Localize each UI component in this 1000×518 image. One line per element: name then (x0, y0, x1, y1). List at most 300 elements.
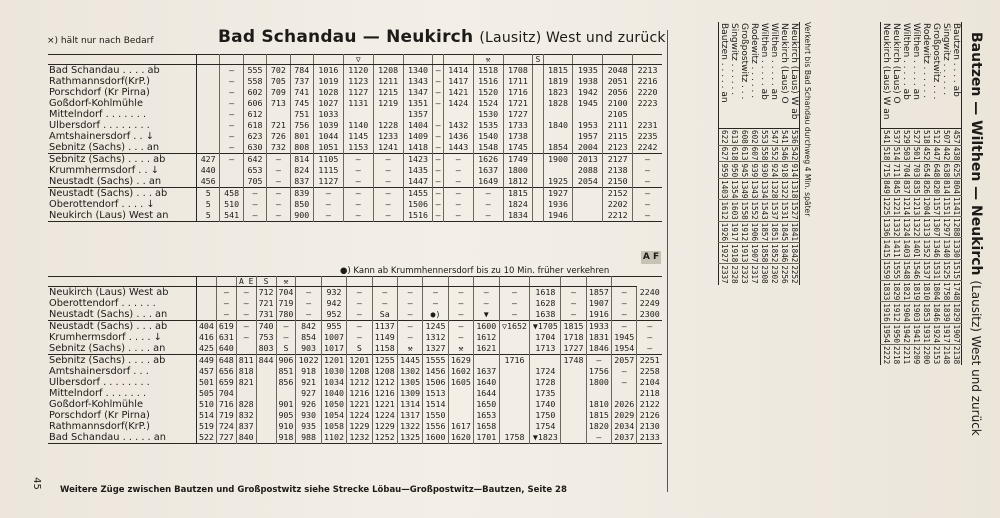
time-cell: 930 (760, 163, 769, 178)
time-cell: 1131 (343, 98, 373, 109)
time-cell: 2026 (612, 399, 637, 410)
time-cell: 1748 (561, 355, 586, 367)
time-cell: 930 (296, 410, 321, 421)
header-cell (290, 55, 313, 65)
right-page (667, 2, 990, 502)
time-cell: 514 (197, 410, 217, 421)
time-cell: 1748 (952, 282, 961, 301)
time-cell: 1221 (892, 196, 901, 216)
time-cell: 447 (932, 146, 941, 161)
time-cell: 1514 (423, 399, 448, 410)
time-cell: 457 (952, 130, 961, 144)
station-name: Bautzen . . . . . an (719, 22, 730, 129)
time-cell: — (433, 76, 443, 87)
time-cell: — (443, 165, 473, 176)
time-cell: 856 (276, 377, 296, 388)
time-cell: 522 (197, 432, 217, 444)
time-cell: 942 (321, 298, 346, 309)
time-cell: 2218 (892, 345, 901, 365)
time-cell: 724 (216, 421, 236, 432)
time-cell: 440 (197, 165, 220, 176)
table-row (48, 298, 662, 309)
table-row (881, 22, 892, 365)
time-cell: — (236, 332, 256, 343)
table-row (729, 22, 739, 285)
time-cell: 849 (882, 180, 891, 194)
time-cell: — (243, 210, 266, 222)
time-cell: 2242 (633, 142, 662, 154)
header-cell (474, 277, 499, 287)
time-cell: — (499, 298, 530, 309)
time-cell: 1343 (750, 180, 759, 199)
time-cell: 918 (276, 432, 296, 444)
time-cell: — (499, 287, 530, 299)
timetable-outbound (48, 54, 662, 222)
time-cell: 1820 (586, 421, 611, 432)
time-cell: — (373, 165, 403, 176)
time-cell: 537 (892, 130, 901, 144)
time-cell: 1531 (780, 201, 789, 220)
time-cell: 2302 (770, 265, 779, 284)
time-cell: 1340 (942, 239, 951, 258)
time-cell (197, 131, 220, 142)
time-cell: 818 (236, 366, 256, 377)
time-cell: — (373, 210, 403, 222)
time-cell: 2127 (603, 154, 633, 166)
time-cell (561, 377, 586, 388)
time-cell: 905 (276, 410, 296, 421)
af-label: A F (642, 252, 660, 262)
header-cell: A E (236, 277, 256, 287)
time-cell (256, 432, 276, 444)
header-cell (573, 55, 603, 65)
time-cell: 606 (243, 98, 266, 109)
time-cell: 1212 (347, 377, 372, 388)
time-cell: 607 (750, 146, 759, 161)
table-row (48, 421, 662, 432)
time-cell: 837 (290, 176, 313, 188)
time-cell: 851 (276, 366, 296, 377)
time-cell (533, 142, 543, 154)
right-note: Verkehrt bis Bad Schandau durchweg 4 Min. später (803, 22, 812, 217)
time-cell: 1756 (586, 366, 611, 377)
time-cell: 1436 (443, 131, 473, 142)
time-cell (561, 421, 586, 432)
time-cell: 1403 (720, 180, 729, 199)
time-cell: 1034 (321, 377, 346, 388)
time-cell (443, 109, 473, 120)
time-cell: 2048 (603, 65, 633, 77)
time-cell: 1530 (473, 109, 503, 120)
time-cell: — (586, 355, 611, 367)
time-cell: 1224 (372, 410, 397, 421)
time-cell: 1812 (503, 176, 533, 188)
time-cell: 1288 (952, 218, 961, 237)
station-name: Wilthen . . . . . ab (759, 22, 769, 129)
time-cell: 654 (922, 163, 931, 178)
time-cell (256, 399, 276, 410)
time-cell: 703 (912, 163, 921, 178)
station-name: Ulbersdorf . . . . . . . . (48, 120, 197, 131)
time-cell: 1423 (403, 154, 433, 166)
time-cell: 1357 (403, 109, 433, 120)
header-cell (448, 277, 473, 287)
time-cell: 1618 (530, 287, 561, 299)
time-cell: — (448, 332, 473, 343)
time-cell: 1900 (543, 154, 573, 166)
time-cell: 2317 (750, 265, 759, 284)
time-cell: — (276, 321, 296, 333)
time-cell: 1704 (530, 332, 561, 343)
right-page-rotated (667, 2, 990, 502)
time-cell: 1332 (892, 218, 901, 237)
time-cell: 1297 (942, 218, 951, 237)
time-cell: 1853 (922, 303, 931, 322)
time-cell: 1204 (922, 196, 931, 216)
time-cell: — (433, 65, 443, 77)
time-cell: — (372, 298, 397, 309)
time-cell: 518 (922, 130, 931, 144)
time-cell: 713 (267, 98, 290, 109)
time-cell: — (313, 188, 343, 200)
time-cell: 541 (882, 130, 891, 144)
time-cell: — (236, 298, 256, 309)
time-cell: S (347, 343, 372, 355)
time-cell (533, 87, 543, 98)
time-cell: 1945 (573, 98, 603, 109)
time-cell: 2138 (952, 345, 961, 365)
time-cell: 659 (216, 377, 236, 388)
time-cell: 901 (276, 399, 296, 410)
time-cell: 2037 (612, 432, 637, 444)
time-cell: 638 (942, 163, 951, 178)
time-cell: — (220, 131, 243, 142)
time-cell (197, 142, 220, 154)
header-cell: ▽ (343, 55, 373, 65)
time-cell: 449 (197, 355, 217, 367)
time-cell: 2123 (603, 142, 633, 154)
time-cell: 2088 (573, 165, 603, 176)
time-cell: 1846 (586, 343, 611, 355)
right-timetable-outbound (880, 22, 962, 365)
title-text: Bad Schandau — Neukirch (218, 27, 474, 47)
time-cell: — (243, 199, 266, 210)
time-cell: — (267, 188, 290, 200)
time-cell: 1123 (343, 76, 373, 87)
time-cell: 1245 (423, 321, 448, 333)
time-cell (499, 421, 530, 432)
time-cell: 1336 (882, 218, 891, 237)
time-cell: 1028 (313, 87, 343, 98)
time-cell: 1804 (932, 282, 941, 301)
time-cell: 1637 (474, 366, 499, 377)
time-cell: 558 (760, 146, 769, 161)
table-row (911, 22, 921, 365)
time-cell: 503 (902, 146, 911, 161)
time-cell: Sa (372, 309, 397, 321)
time-cell: 1229 (372, 421, 397, 432)
time-cell: 1340 (403, 65, 433, 77)
time-cell: 1543 (760, 201, 769, 220)
header-cell (403, 55, 433, 65)
time-cell: 1600 (423, 432, 448, 444)
station-name: Neukirch (Laus) W an (881, 22, 892, 129)
time-cell: 1058 (321, 421, 346, 432)
time-cell: ▼1705 (530, 321, 561, 333)
table-row (931, 22, 941, 365)
time-cell: 2118 (637, 388, 662, 399)
time-cell: 1241 (373, 142, 403, 154)
time-cell: 903 (296, 343, 321, 355)
time-cell: 1658 (474, 421, 499, 432)
time-cell: 2222 (882, 345, 891, 365)
time-cell: 1224 (347, 410, 372, 421)
time-cell (561, 388, 586, 399)
station-name: Neustadt (Sachs) . . . ab (48, 321, 197, 333)
header-cell: S (256, 277, 276, 287)
time-cell: 627 (720, 146, 729, 161)
time-cell: 1228 (373, 120, 403, 131)
table-row (749, 22, 759, 285)
time-cell: 1851 (770, 222, 779, 242)
time-cell: — (448, 287, 473, 299)
time-cell: 1735 (530, 388, 561, 399)
time-cell: — (433, 120, 443, 131)
time-cell: 612 (243, 109, 266, 120)
time-cell: 935 (296, 421, 321, 432)
time-cell: 1815 (586, 410, 611, 421)
header-cell (543, 55, 573, 65)
station-name: Bad Schandau . . . . ab (48, 65, 197, 77)
time-cell: ⚒ (397, 343, 422, 355)
time-cell (197, 87, 220, 98)
time-cell: 814 (942, 180, 951, 194)
station-name: Wilthen . . . . . an (769, 22, 779, 129)
time-cell: — (347, 287, 372, 299)
header-cell (216, 277, 236, 287)
time-cell (448, 399, 473, 410)
time-cell: 1917 (942, 324, 951, 343)
time-cell: 1907 (586, 298, 611, 309)
time-cell: 1758 (499, 432, 530, 444)
time-cell: — (633, 199, 662, 210)
time-cell: — (243, 188, 266, 200)
time-cell: 1718 (561, 332, 586, 343)
time-cell: — (473, 210, 503, 222)
right-timetable-return (718, 22, 800, 285)
time-cell (543, 131, 573, 142)
time-cell: 1322 (912, 218, 921, 237)
time-cell: 1145 (343, 131, 373, 142)
table-row (891, 22, 901, 365)
time-cell: 705 (243, 176, 266, 188)
time-cell: 1941 (912, 324, 921, 343)
time-cell: 2308 (760, 265, 769, 284)
time-cell: — (216, 287, 236, 299)
time-cell: 5 (197, 210, 220, 222)
time-cell (343, 109, 373, 120)
header-cell (372, 277, 397, 287)
time-cell (197, 120, 220, 131)
time-cell: — (637, 343, 662, 355)
time-cell: 959 (720, 163, 729, 178)
time-cell: 438 (952, 146, 961, 161)
table-row (48, 176, 662, 188)
station-name: Rathmannsdorf(KrP.) (48, 421, 197, 432)
time-cell: 1027 (313, 98, 343, 109)
time-cell: 854 (296, 332, 321, 343)
time-cell: 1754 (530, 421, 561, 432)
time-cell: 1628 (530, 298, 561, 309)
time-cell: 1916 (586, 309, 611, 321)
table-row (48, 343, 662, 355)
time-cell: 608 (740, 130, 749, 144)
time-cell: — (220, 142, 243, 154)
time-cell: 1800 (586, 377, 611, 388)
time-cell: 2209 (912, 345, 921, 365)
time-cell: 2223 (633, 98, 662, 109)
time-cell: 732 (267, 142, 290, 154)
time-cell: 1007 (321, 332, 346, 343)
time-cell: 1612 (474, 332, 499, 343)
time-cell: 1215 (373, 87, 403, 98)
time-cell: 1916 (882, 303, 891, 322)
time-cell: 527 (912, 130, 921, 144)
time-cell: — (220, 76, 243, 87)
time-cell: 630 (243, 142, 266, 154)
header-cell (433, 55, 443, 65)
time-cell: 1524 (473, 98, 503, 109)
time-cell: 1158 (372, 343, 397, 355)
time-cell (543, 165, 573, 176)
time-cell: 705 (267, 76, 290, 87)
time-cell: 1322 (397, 421, 422, 432)
time-cell: 1149 (372, 332, 397, 343)
time-cell: 753 (256, 332, 276, 343)
time-cell: 452 (922, 146, 931, 161)
time-cell: 1330 (952, 239, 961, 258)
time-cell: — (397, 287, 422, 299)
time-cell: 1054 (321, 410, 346, 421)
time-cell: 1051 (313, 142, 343, 154)
time-cell: 1537 (770, 201, 779, 220)
time-cell: — (220, 87, 243, 98)
header-cell (48, 55, 197, 65)
time-cell: 1925 (543, 176, 573, 188)
time-cell: 1845 (780, 222, 789, 242)
time-cell: 2152 (603, 188, 633, 200)
time-cell: — (397, 332, 422, 343)
table-row (48, 377, 662, 388)
time-cell: 839 (290, 188, 313, 200)
table-row (739, 22, 749, 285)
table-row (48, 199, 662, 210)
time-cell: 2220 (633, 87, 662, 98)
time-cell: 1141 (952, 196, 961, 216)
time-cell: 1953 (573, 120, 603, 131)
time-cell: 1225 (882, 196, 891, 216)
time-cell: 1211 (373, 76, 403, 87)
time-cell: 1740 (530, 399, 561, 410)
time-cell (612, 388, 637, 399)
time-cell: 1318 (790, 180, 799, 199)
time-cell: — (433, 188, 443, 200)
time-cell: 1907 (952, 324, 961, 343)
time-cell: 1912 (740, 222, 749, 242)
time-cell: 1649 (473, 176, 503, 188)
time-cell: 552 (770, 146, 779, 161)
time-cell (586, 388, 611, 399)
time-cell: — (633, 176, 662, 188)
header-row (48, 277, 662, 287)
time-cell: 553 (760, 130, 769, 144)
station-name: Mittelndorf . . . . . . . (48, 388, 197, 399)
station-name: Rodewitz . . . . . . (921, 22, 931, 129)
time-cell: — (612, 377, 637, 388)
header-cell (296, 277, 321, 287)
time-cell: 1950 (892, 324, 901, 343)
time-cell: 784 (290, 65, 313, 77)
time-cell: 2300 (637, 309, 662, 321)
time-cell: 1749 (503, 154, 533, 166)
time-cell: 1834 (503, 210, 533, 222)
page-title (218, 27, 666, 47)
time-cell: 1040 (321, 388, 346, 399)
time-cell: — (343, 210, 373, 222)
time-cell: 1936 (543, 199, 573, 210)
station-name: Neustadt (Sachs) . . . ab (48, 188, 197, 200)
time-cell (533, 76, 543, 87)
time-cell: 1550 (423, 410, 448, 421)
time-cell: 1823 (543, 87, 573, 98)
time-cell: 1424 (443, 98, 473, 109)
station-name: Goßdorf-Kohlmühle (48, 98, 197, 109)
time-cell: 1409 (403, 131, 433, 142)
time-cell: 613 (740, 146, 749, 161)
time-cell: 1620 (448, 432, 473, 444)
time-cell: 837 (902, 180, 911, 194)
time-cell: — (612, 309, 637, 321)
station-name: Neukirch (Laus) West an (48, 210, 197, 222)
time-cell: 1418 (403, 142, 433, 154)
time-cell: 2212 (603, 210, 633, 222)
time-cell: 542 (790, 146, 799, 161)
time-cell: 458 (220, 188, 243, 200)
table-row (48, 76, 662, 87)
time-cell: 1520 (473, 87, 503, 98)
station-name: Neustadt (Sachs) . . . an (48, 309, 197, 321)
time-cell: — (561, 287, 586, 299)
time-cell: 1334 (760, 180, 769, 199)
time-cell: 5 (197, 199, 220, 210)
station-name: Neukirch (Laus) W ab (789, 22, 800, 129)
station-name: Oberottendorf . . . . ↓ (48, 199, 197, 210)
time-cell (197, 98, 220, 109)
time-cell: 1621 (474, 343, 499, 355)
time-cell: 1938 (573, 76, 603, 87)
time-cell: — (343, 154, 373, 166)
station-name: Amtshainersdorf . . ↓ (48, 131, 197, 142)
time-cell: 715 (882, 163, 891, 178)
time-cell: 541 (780, 130, 789, 144)
time-cell: — (267, 176, 290, 188)
header-cell (633, 55, 662, 65)
time-cell (499, 399, 530, 410)
header-cell: S (533, 55, 543, 65)
time-cell: 832 (236, 410, 256, 421)
time-cell: 1913 (740, 244, 749, 263)
time-cell: 1343 (403, 76, 433, 87)
